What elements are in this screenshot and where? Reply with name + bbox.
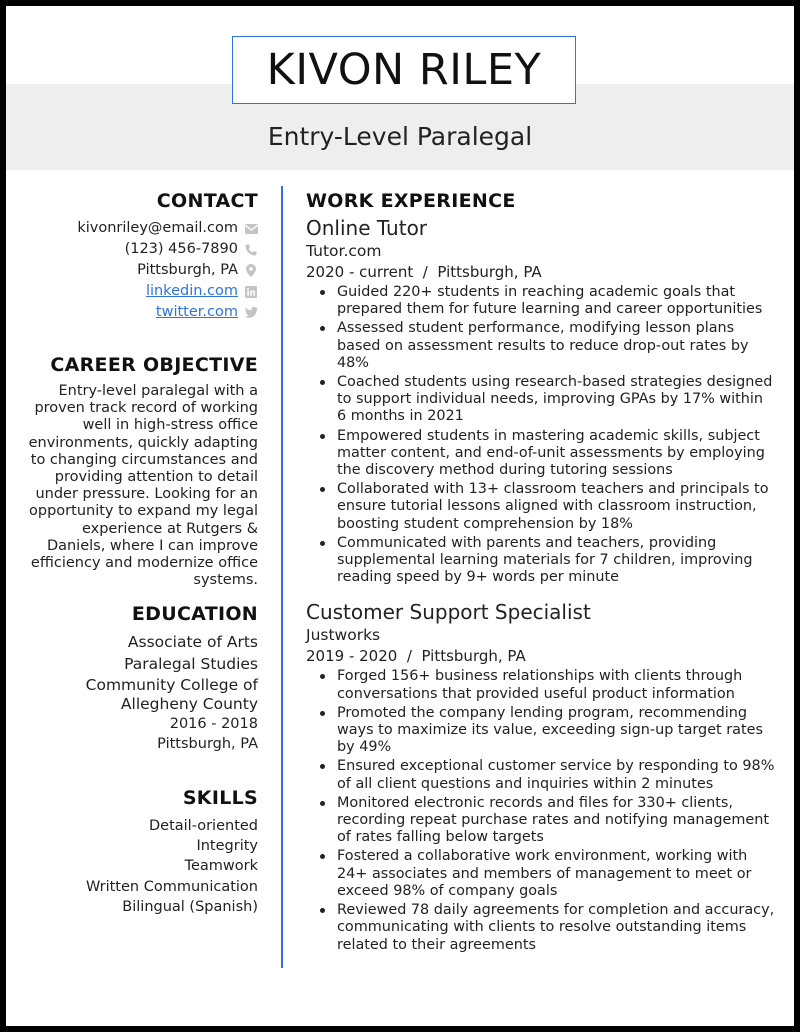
column-divider (281, 186, 283, 968)
bullet-item: Guided 220+ students in reaching academic goals that prepared them for future learning and career opportunities (337, 284, 776, 318)
skill-item: Detail-oriented (149, 818, 258, 834)
skill-item: Teamwork (184, 858, 258, 875)
bullet-item: Ensured exceptional customer service by responding to 98% of all client questions and inquiries within 2 minutes (337, 758, 775, 792)
job-meta (306, 646, 776, 666)
linkedin-icon (244, 285, 258, 299)
contact-email (26, 218, 258, 239)
bullet-item: Collaborated with 13+ classroom teachers and principals to ensure tutorial lessons aligned with classroom instruction, boosting student comprehension by 18% (337, 481, 776, 533)
job-entry (306, 216, 776, 586)
bullet-item: Forged 156+ business relationships with clients through conversations that provided useful product information (337, 668, 776, 702)
education-heading: EDUCATION (131, 603, 258, 625)
job-title: Entry-Level Paralegal (267, 122, 533, 151)
job-meta-separator: / (402, 647, 417, 666)
job-role: Online Tutor (306, 216, 428, 240)
bullet-item: Promoted the company lending program, recommending ways to maximize its value, exceeding sign-up target rates by 49% (337, 705, 776, 757)
email-text: kivonriley@email.com (77, 220, 238, 236)
education-location: Pittsburgh, PA (157, 736, 258, 752)
phone-icon (244, 243, 258, 257)
contact-linkedin (26, 281, 258, 302)
experience-heading: WORK EXPERIENCE (306, 190, 516, 212)
linkedin-link[interactable]: linkedin.com (145, 283, 238, 299)
job-bullets (306, 668, 776, 953)
job-entry (306, 600, 776, 953)
contact-section (26, 190, 258, 323)
objective-heading: CAREER OBJECTIVE (50, 354, 258, 376)
education-section (26, 603, 258, 754)
contact-twitter (26, 302, 258, 323)
experience-section (306, 190, 776, 956)
skills-section (26, 787, 258, 917)
contact-phone (26, 239, 258, 260)
bullet-item: Reviewed 78 daily agreements for completion and accuracy, communicating with clients to resolve outstanding items related to their agreements (337, 902, 775, 953)
contact-heading: CONTACT (156, 190, 258, 212)
bullet-item: Coached students using research-based strategies designed to support individual needs, improving GPAs by 17% within 6 months in 2021 (337, 374, 776, 426)
bullet-item: Fostered a collaborative work environment, working with 24+ associates and members of management to meet or exceed 98% of company goals (337, 848, 776, 900)
job-role: Customer Support Specialist (306, 600, 591, 625)
skills-heading: SKILLS (182, 787, 258, 809)
bullet-item: Monitored electronic records and files for 330+ clients, recording repeat purchase rates and notifying management of rates falling below targets (337, 795, 776, 847)
objective-text: Entry-level paralegal with a proven track record of working well in high-stress office environments, quickly adapting to changing circumstances and providing attention to detail under pressure. Looking for an opportunity to expand my legal experience at Rutgers & Daniels, where I can improve efficiency and modernize office systems. (28, 383, 258, 589)
name-box (232, 36, 576, 104)
twitter-icon (244, 306, 258, 320)
bullet-item: Communicated with parents and teachers, providing supplemental learning materials for 7 children, improving reading speed by 9+ words per minute (337, 535, 776, 587)
job-meta-separator: / (418, 263, 433, 281)
education-years: 2016 - 2018 (169, 716, 258, 732)
job-company: Tutor.com (306, 242, 382, 260)
bullet-item: Empowered students in mastering academic skills, subject matter content, and end-of-unit assessments by employing the discovery method during tutoring sessions (337, 428, 776, 480)
envelope-icon (244, 222, 258, 236)
job-location: Pittsburgh, PA (421, 647, 526, 666)
phone-text: (123) 456-7890 (124, 241, 238, 257)
job-bullets (306, 284, 776, 586)
job-company: Justworks (306, 626, 381, 645)
job-dates: 2020 - current (306, 263, 414, 281)
skill-item: Bilingual (Spanish) (122, 898, 258, 915)
job-location: Pittsburgh, PA (437, 263, 542, 281)
objective-section (26, 354, 258, 589)
skill-item: Integrity (196, 838, 258, 855)
job-dates: 2019 - 2020 (306, 647, 398, 666)
education-field: Paralegal Studies (124, 655, 258, 673)
map-pin-icon (244, 264, 258, 278)
contact-location (26, 260, 258, 281)
skill-item: Written Communication (85, 878, 258, 895)
job-meta (306, 262, 776, 282)
candidate-name: KIVON RILEY (266, 45, 542, 95)
education-school: Community College of Allegheny County (85, 676, 258, 713)
bullet-item: Assessed student performance, modifying lesson plans based on assessment results to reduce drop-out rates by 48% (337, 320, 776, 372)
twitter-link[interactable]: twitter.com (155, 304, 238, 320)
education-degree: Associate of Arts (127, 633, 258, 651)
location-text: Pittsburgh, PA (137, 262, 238, 278)
